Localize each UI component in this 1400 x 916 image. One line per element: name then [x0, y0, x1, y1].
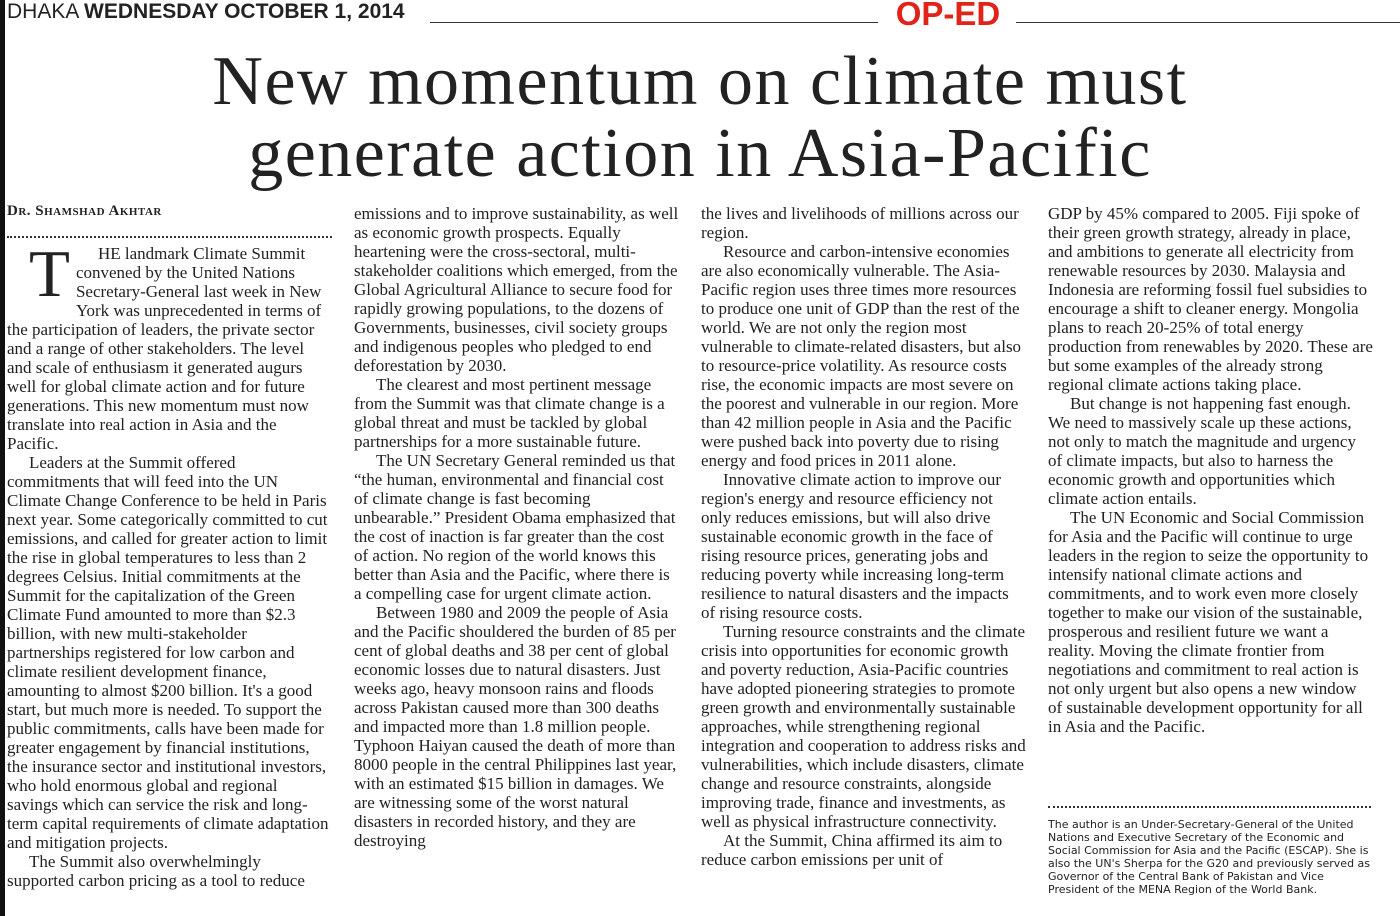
paragraph: The clearest and most pertinent message from the Summit was that climate change is a global threat and must be tackled by global partnerships for a more sustainable future.	[354, 375, 665, 451]
byline-dotted-rule	[7, 236, 332, 238]
header-rule-left	[430, 22, 878, 23]
dateline-city: DHAKA	[7, 0, 79, 23]
dateline	[7, 0, 405, 24]
paragraph: The UN Secretary General reminded us that “the human, environmental and financial cost of climate change is fast becoming unbearable.” President Obama emphasized that the cost of inaction is far greater than the cost of action. No region of the world knows this better than Asia and the Pacific, where there is a compelling case for urgent climate action.	[354, 451, 676, 603]
drop-cap: T	[29, 244, 70, 311]
paragraph: Leaders at the Summit offered commitments that will feed into the UN Climate Change Conference to be held in Paris next year. Some categorically committed to cut emissions, and called for greater action to limit the rise in global temperatures to less than 2 degrees Celsius. Initial commitments at the Summit for the capitalization of the Green Climate Fund amounted to more than $2.3 billion, with new multi-stakeholder partnerships registered for low carbon and climate resilient development finance, amounting to almost $200 billion. It's a good start, but much more is needed. To support the public commitments, calls have been made for greater engagement by financial institutions, the insurance sector and institutional investors, who hold enormous global and regional savings which can service the risk and long-term capital requirements of climate adaptation and mitigation projects.	[7, 453, 329, 852]
column-2	[354, 204, 680, 916]
headline-line-2: generate action in Asia-Pacific	[248, 115, 1152, 192]
column-4	[1048, 204, 1374, 804]
lead-paragraph	[7, 244, 332, 453]
author-note-dotted-rule	[1048, 806, 1371, 808]
paragraph: The Summit also overwhelmingly supported carbon pricing as a tool to reduce	[7, 852, 305, 890]
author-note: The author is an Under-Secretary-General of the United Nations and Executive Secretary of the Economic and Social Commission for Asia and the Pacific (ESCAP). She is also the UN's Sherpa for the G20 and previously served as Governor of the Central Bank of Pakistan and Vice President of the MENA Region of the World Bank.	[1048, 818, 1371, 896]
header-rule-right	[1016, 22, 1400, 23]
section-label: OP-ED	[895, 0, 1001, 32]
headline-line-1: New momentum on climate must	[212, 43, 1188, 120]
byline: Dr. Shamshad Akhtar	[7, 203, 162, 219]
paragraph: Between 1980 and 2009 the people of Asia and the Pacific shouldered the burden of 85 per cent of global deaths and 38 per cent of global economic losses due to natural disasters. Just weeks ago, heavy monsoon rains and floods across Pakistan caused more than 300 deaths and impacted more than 1.8 million people. Typhoon Haiyan caused the death of more than 8000 people in the central Philippines last year, with an estimated $15 billion in damages. We are witnessing some of the worst natural disasters in recorded history, and they are destroying	[354, 603, 677, 850]
paragraph: Innovative climate action to improve our region's energy and resource efficiency not only reduces emissions, but will also drive sustainable economic growth in the face of rising resource prices, generating jobs and reducing poverty while increasing long-term resilience to natural disasters and the impacts of rising resource costs.	[701, 470, 1009, 622]
paragraph: The UN Economic and Social Commission for Asia and the Pacific will continue to urge leaders in the region to seize the opportunity to intensify national climate actions and commitments, and to work even more closely together to make our vision of the sustainable, prosperous and resilient future we want a reality. Moving the climate frontier from negotiations and commitment to real action is not only urgent but also opens a new window of sustainable development opportunity for all in Asia and the Pacific.	[1048, 508, 1369, 736]
lead-paragraph-text: HE landmark Climate Summit convened by the United Nations Secretary-General last week in New York was unprecedented in terms of the participation of leaders, the private sector and a range of other stakeholders. The level and scale of enthusiasm it generated augurs well for global climate action and for future generations. This new momentum must now translate into real action in Asia and the Pacific.	[7, 244, 322, 453]
column-1	[7, 244, 332, 916]
dateline-date: WEDNESDAY OCTOBER 1, 2014	[84, 0, 405, 23]
headline	[0, 43, 1400, 192]
paragraph: emissions and to improve sustainability, as well as economic growth prospects. Equally heartening were the cross-sectoral, multi-stakeholder coalitions which emerged, from the Global Agricultural Alliance to secure food for rapidly growing populations, to the dozens of Governments, businesses, civil society groups and indigenous peoples who pledged to end deforestation by 2030.	[354, 204, 679, 375]
paragraph: Turning resource constraints and the climate crisis into opportunities for economic growth and poverty reduction, Asia-Pacific countries have adopted pioneering strategies to promote green growth and environmentally sustainable approaches, while strengthening regional integration and cooperation to address risks and vulnerabilities, which include disasters, climate change and resource constraints, alongside improving trade, finance and investments, as well as physical infrastructure connectivity.	[701, 622, 1026, 831]
paragraph: the lives and livelihoods of millions across our region.	[701, 204, 1019, 242]
paragraph: At the Summit, China affirmed its aim to reduce carbon emissions per unit of	[701, 831, 1003, 869]
paragraph: GDP by 45% compared to 2005. Fiji spoke of their green growth strategy, already in place, and ambitions to generate all electricity from renewable resources by 2030. Malaysia and Indonesia are reforming fossil fuel subsidies to encourage a shift to cleaner energy. Mongolia plans to reach 20-25% of total energy production from renewables by 2020. These are but some examples of the already strong regional climate actions taking place.	[1048, 204, 1373, 394]
paragraph: But change is not happening fast enough. We need to massively scale up these actions, not only to match the magnitude and urgency of climate impacts, but also to harness the economic growth and opportunities which climate action entails.	[1048, 394, 1356, 508]
column-3	[701, 204, 1027, 916]
paragraph: Resource and carbon-intensive economies are also economically vulnerable. The Asia-Pacific region uses three times more resources to produce one unit of GDP than the rest of the world. We are not only the region most vulnerable to climate-related disasters, but also to resource-price volatility. As resource costs rise, the economic impacts are most severe on the poorest and vulnerable in our region. More than 42 million people in Asia and the Pacific were pushed back into poverty due to rising energy and food prices in 2011 alone.	[701, 242, 1022, 470]
